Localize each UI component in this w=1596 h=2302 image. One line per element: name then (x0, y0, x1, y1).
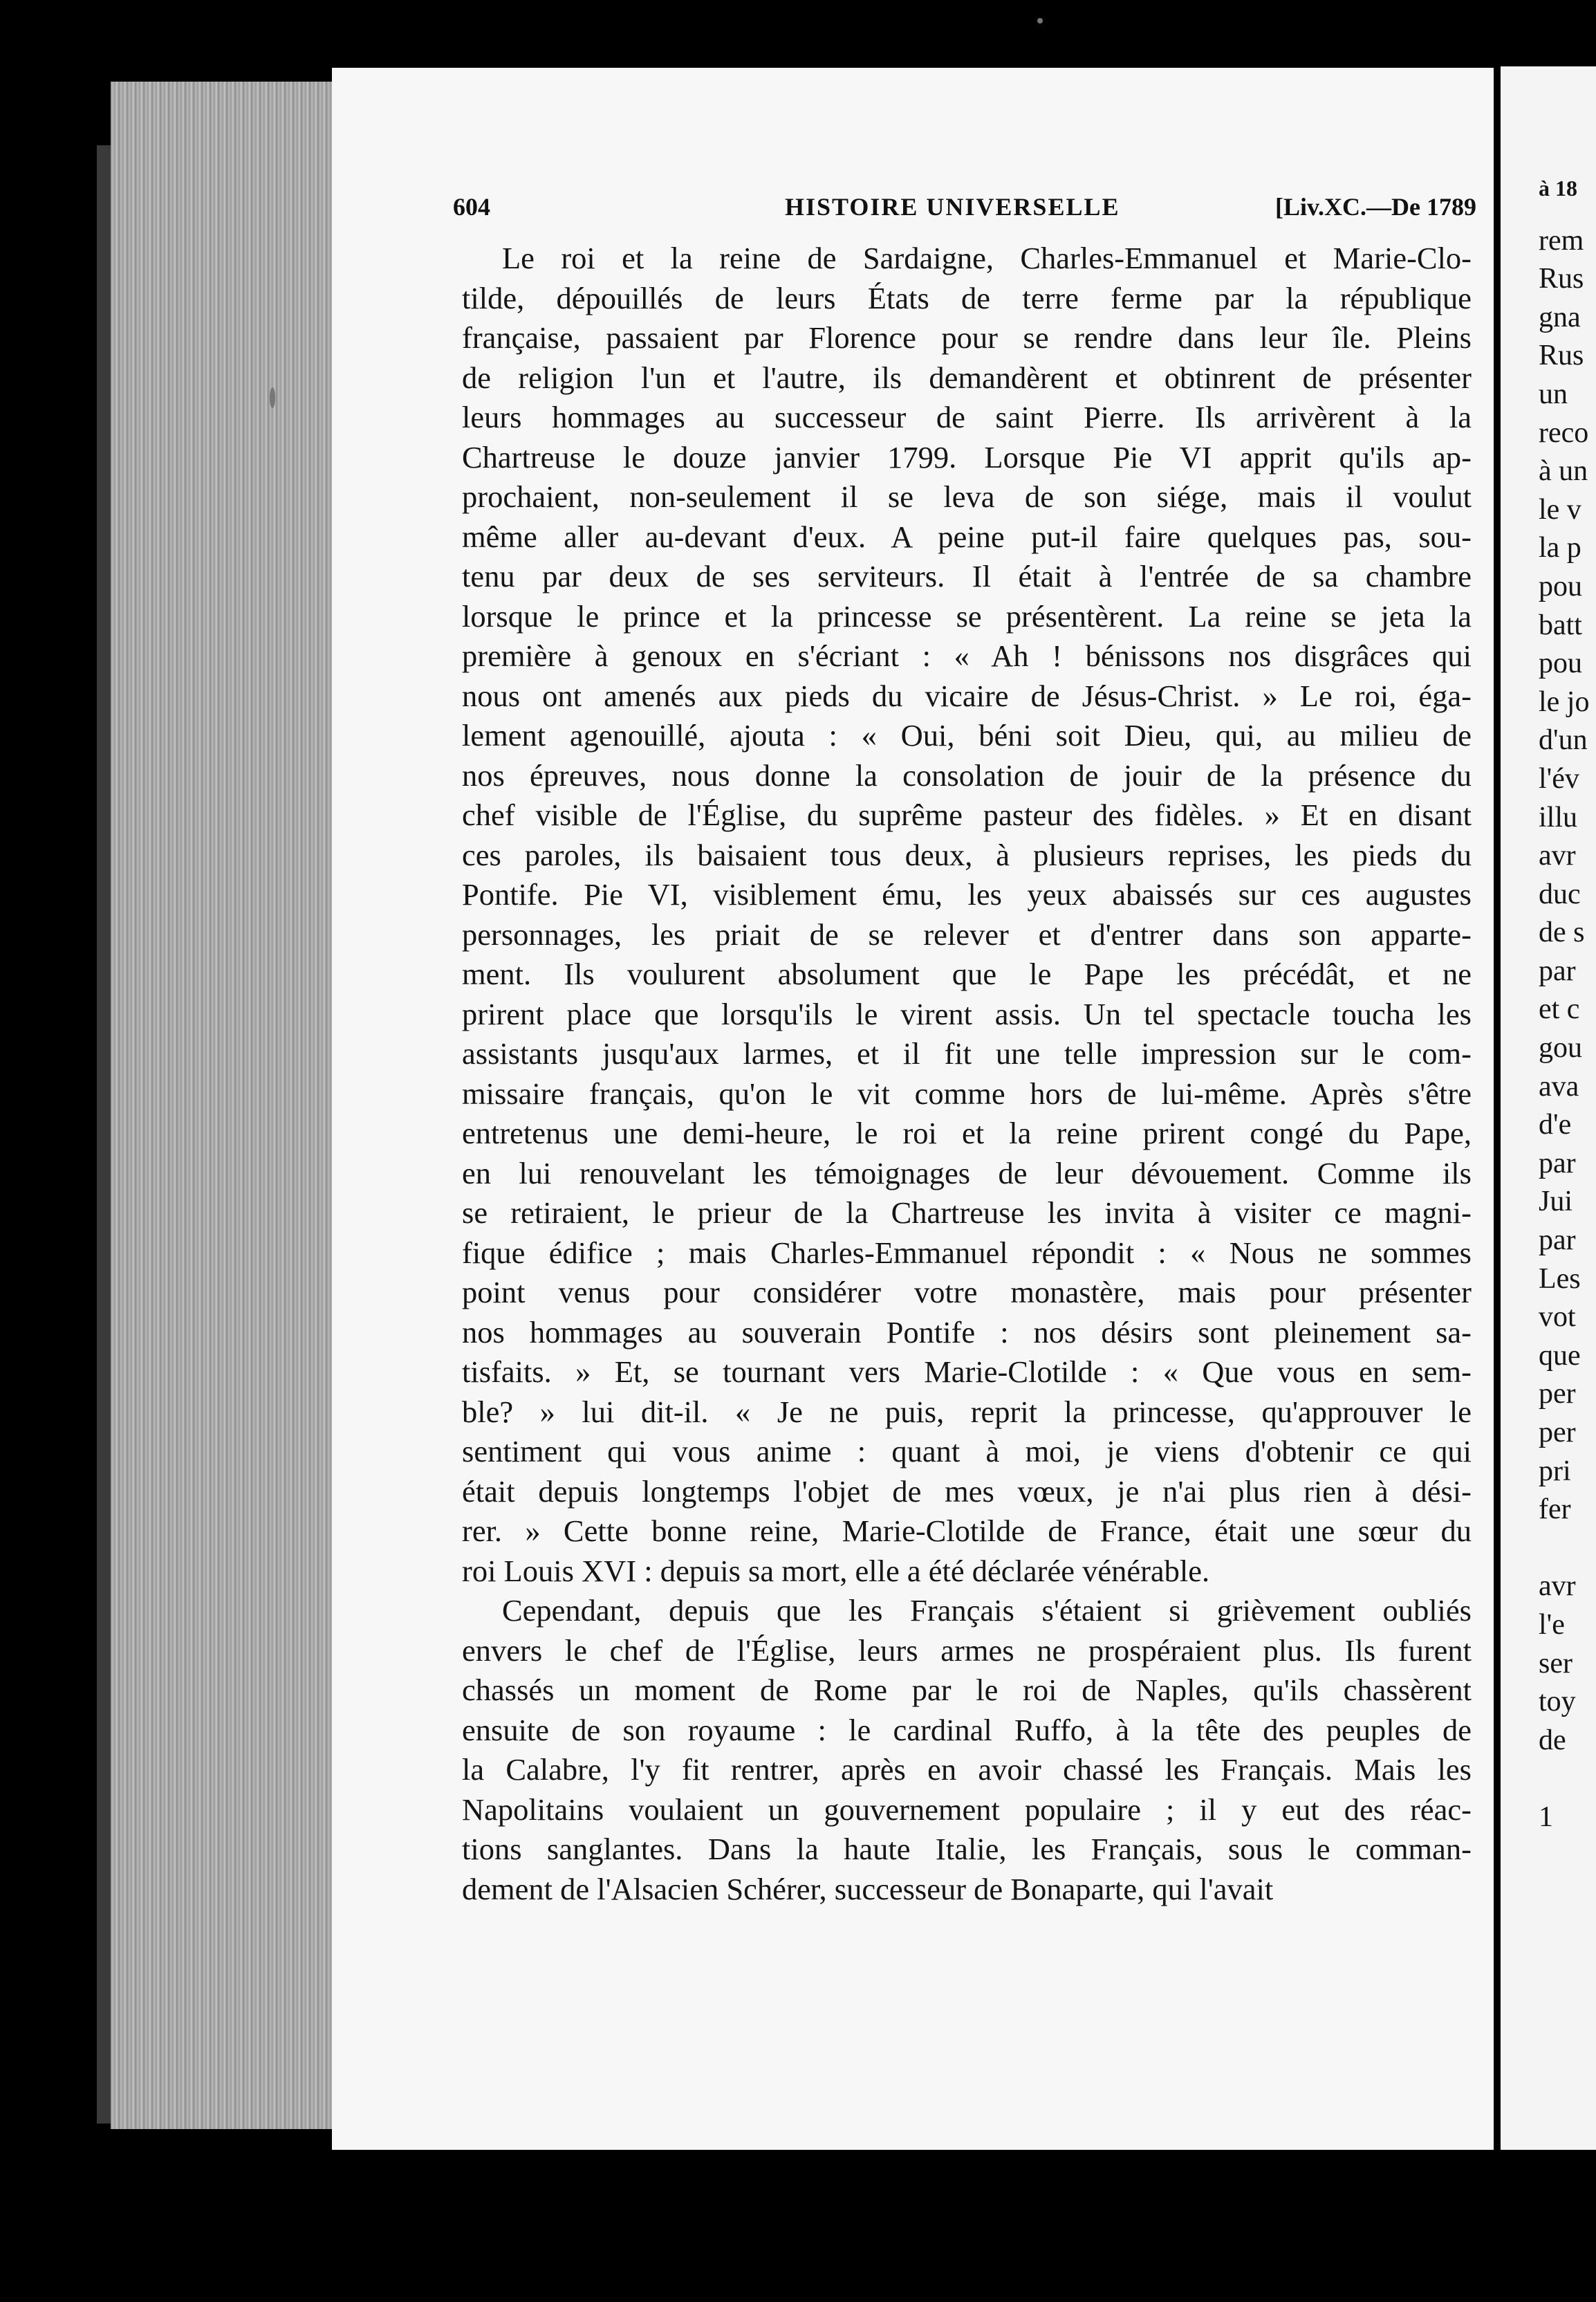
right-page-line: Rus (1539, 340, 1584, 372)
text-line: la Calabre, l'y fit rentrer, après en avoir chassé les Français. Mais les (462, 1752, 1472, 1787)
right-page-line (1539, 1760, 1596, 1798)
right-page-line (1539, 1529, 1596, 1568)
right-page-line: l'év (1539, 762, 1579, 795)
right-page-line: avr (1539, 840, 1576, 872)
text-line: ment. Ils voulurent absolument que le Pape les précédât, et ne (462, 957, 1472, 991)
text-line: tions sanglantes. Dans la haute Italie, les Français, sous le comman- (462, 1832, 1472, 1866)
text-line: dement de l'Alsacien Schérer, successeur de Bonaparte, qui l'avait (462, 1871, 1274, 1906)
right-page-line: d'un (1539, 724, 1588, 757)
text-line: Pontife. Pie VI, visiblement ému, les yeux abaissés sur ces augustes (462, 877, 1472, 912)
text-line: tilde, dépouillés de leurs États de terre ferme par la république (462, 280, 1472, 315)
text-line: en lui renouvelant les témoignages de leur dévouement. Comme ils (462, 1155, 1472, 1190)
body-text (462, 239, 1472, 1909)
right-page-line: le jo (1539, 685, 1590, 718)
text-line: point venus pour considérer votre monastère, mais pour présenter (462, 1275, 1472, 1309)
text-line: chassés un moment de Rome par le roi de Naples, qu'ils chassèrent (462, 1673, 1472, 1707)
right-page-line: Rus (1539, 263, 1584, 295)
running-header (453, 192, 1476, 227)
text-line: missaire français, qu'on le vit comme hors de lui-même. Après s'être (462, 1076, 1472, 1111)
text-line: lement agenouillé, ajouta : « Oui, béni soit Dieu, qui, au milieu de (462, 718, 1472, 753)
right-page-line: à un (1539, 455, 1588, 488)
right-page-line: Jui (1539, 1186, 1573, 1218)
text-line: tisfaits. » Et, se tournant vers Marie-Clotilde : « Que vous en sem- (462, 1354, 1472, 1389)
right-page-line: reco (1539, 416, 1589, 449)
text-line: se retiraient, le prieur de la Chartreuse les invita à visiter ce magni- (462, 1195, 1472, 1230)
right-page-line: illu (1539, 801, 1578, 834)
text-line: Napolitains voulaient un gouvernement populaire ; il y eut des réac- (462, 1792, 1472, 1827)
right-page-line: par (1539, 1147, 1576, 1179)
right-page-line: rem (1539, 224, 1584, 257)
text-line: de religion l'un et l'autre, ils demandèrent et obtinrent de présenter (462, 360, 1472, 395)
right-page-header: à 18 (1539, 176, 1577, 201)
text-line: sentiment qui vous anime : quant à moi, je viens d'obtenir ce qui (462, 1434, 1472, 1468)
scan-speck (1037, 18, 1043, 24)
right-page-line: et c (1539, 993, 1580, 1026)
text-line: Chartreuse le douze janvier 1799. Lorsque Pie VI apprit qu'ils ap- (462, 439, 1472, 475)
right-page-line: fer (1539, 1493, 1571, 1526)
page-number: 604 (453, 193, 490, 221)
text-line: lorsque le prince et la princesse se présentèrent. La reine se jeta la (462, 598, 1472, 634)
right-page-line: per (1539, 1378, 1576, 1410)
text-line: fique édifice ; mais Charles-Emmanuel répondit : « Nous ne sommes (462, 1235, 1472, 1270)
scan-speck (270, 387, 275, 408)
text-line: prochaient, non-seulement il se leva de son siége, mais il voulut (462, 479, 1472, 514)
text-line: première à genoux en s'écriant : « Ah ! bénissons nos disgrâces qui (462, 638, 1472, 673)
right-page-line: pri (1539, 1455, 1571, 1487)
right-page-line: par (1539, 1224, 1576, 1257)
text-line: Cependant, depuis que les Français s'étaient si grièvement oubliés (502, 1593, 1472, 1628)
right-page-text (1539, 169, 1596, 1837)
text-line: nos hommages au souverain Pontife : nos désirs sont pleinement sa- (462, 1314, 1472, 1350)
right-page-line: le v (1539, 493, 1581, 526)
right-page-line: batt (1539, 609, 1582, 641)
right-page-line: ava (1539, 1070, 1579, 1103)
right-page-line: vot (1539, 1301, 1576, 1334)
text-line: personnages, les priait de se relever et d'entrer dans son apparte- (462, 917, 1472, 952)
text-line: ces paroles, ils baisaient tous deux, à plusieurs reprises, les pieds du (462, 837, 1472, 872)
right-page-line: gna (1539, 301, 1581, 333)
text-line: nos épreuves, nous donne la consolation de jouir de la présence du (462, 757, 1472, 793)
right-page-line: d'e (1539, 1109, 1572, 1141)
right-page-line: ser (1539, 1647, 1572, 1679)
running-title: HISTOIRE UNIVERSELLE (785, 193, 1120, 221)
text-line: française, passaient par Florence pour se rendre dans leur île. Pleins (462, 320, 1472, 355)
text-line: même aller au-devant d'eux. A peine put-il faire quelques pas, sou- (462, 519, 1472, 554)
text-line: chef visible de l'Église, du suprême pasteur des fidèles. » Et en disant (462, 798, 1472, 832)
text-line: tenu par deux de ses serviteurs. Il était à l'entrée de sa chambre (462, 559, 1472, 593)
right-page-line: 1 (1539, 1801, 1553, 1833)
right-page-line: la p (1539, 532, 1581, 564)
right-page-line: l'e (1539, 1608, 1565, 1641)
right-page-line: que (1539, 1339, 1581, 1372)
right-page-line: duc (1539, 878, 1581, 910)
text-line: leurs hommages au successeur de saint Pierre. Ils arrivèrent à la (462, 400, 1472, 434)
text-line: assistants jusqu'aux larmes, et il fit une telle impression sur le com- (462, 1036, 1472, 1071)
text-line: était depuis longtemps l'objet de mes vœux, je n'ai plus rien à dési- (462, 1473, 1472, 1509)
right-page-line: toy (1539, 1686, 1576, 1718)
right-page-line: pou (1539, 647, 1582, 680)
section-reference: [Liv.XC.—De 1789 (1275, 193, 1476, 221)
right-page-line: par (1539, 955, 1576, 987)
text-line: ensuite de son royaume : le cardinal Ruffo, à la tête des peuples de (462, 1712, 1472, 1747)
right-page-line: per (1539, 1417, 1576, 1448)
text-line: roi Louis XVI : depuis sa mort, elle a été déclarée vénérable. (462, 1553, 1210, 1588)
right-page-line: de s (1539, 917, 1585, 949)
right-page-line: Les (1539, 1262, 1581, 1295)
right-page-line: gou (1539, 1032, 1582, 1065)
page-edges (111, 82, 339, 2129)
right-page-line: pou (1539, 570, 1582, 602)
text-line: prirent place que lorsqu'ils le virent assis. Un tel spectacle toucha les (462, 996, 1472, 1031)
right-page-line: de (1539, 1724, 1566, 1756)
text-line: Le roi et la reine de Sardaigne, Charles-Emmanuel et Marie-Clo- (502, 241, 1472, 275)
text-line: rer. » Cette bonne reine, Marie-Clotilde de France, était une sœur du (462, 1513, 1472, 1548)
right-page-line: avr (1539, 1570, 1576, 1603)
text-line: entretenus une demi-heure, le roi et la reine prirent congé du Pape, (462, 1116, 1472, 1150)
text-line: envers le chef de l'Église, leurs armes ne prospéraient plus. Ils furent (462, 1632, 1472, 1668)
text-line: ble? » lui dit-il. « Je ne puis, reprit la princesse, qu'approuver le (462, 1394, 1472, 1429)
right-page-line: un (1539, 378, 1568, 410)
text-line: nous ont amenés aux pieds du vicaire de Jésus-Christ. » Le roi, éga- (462, 678, 1472, 713)
